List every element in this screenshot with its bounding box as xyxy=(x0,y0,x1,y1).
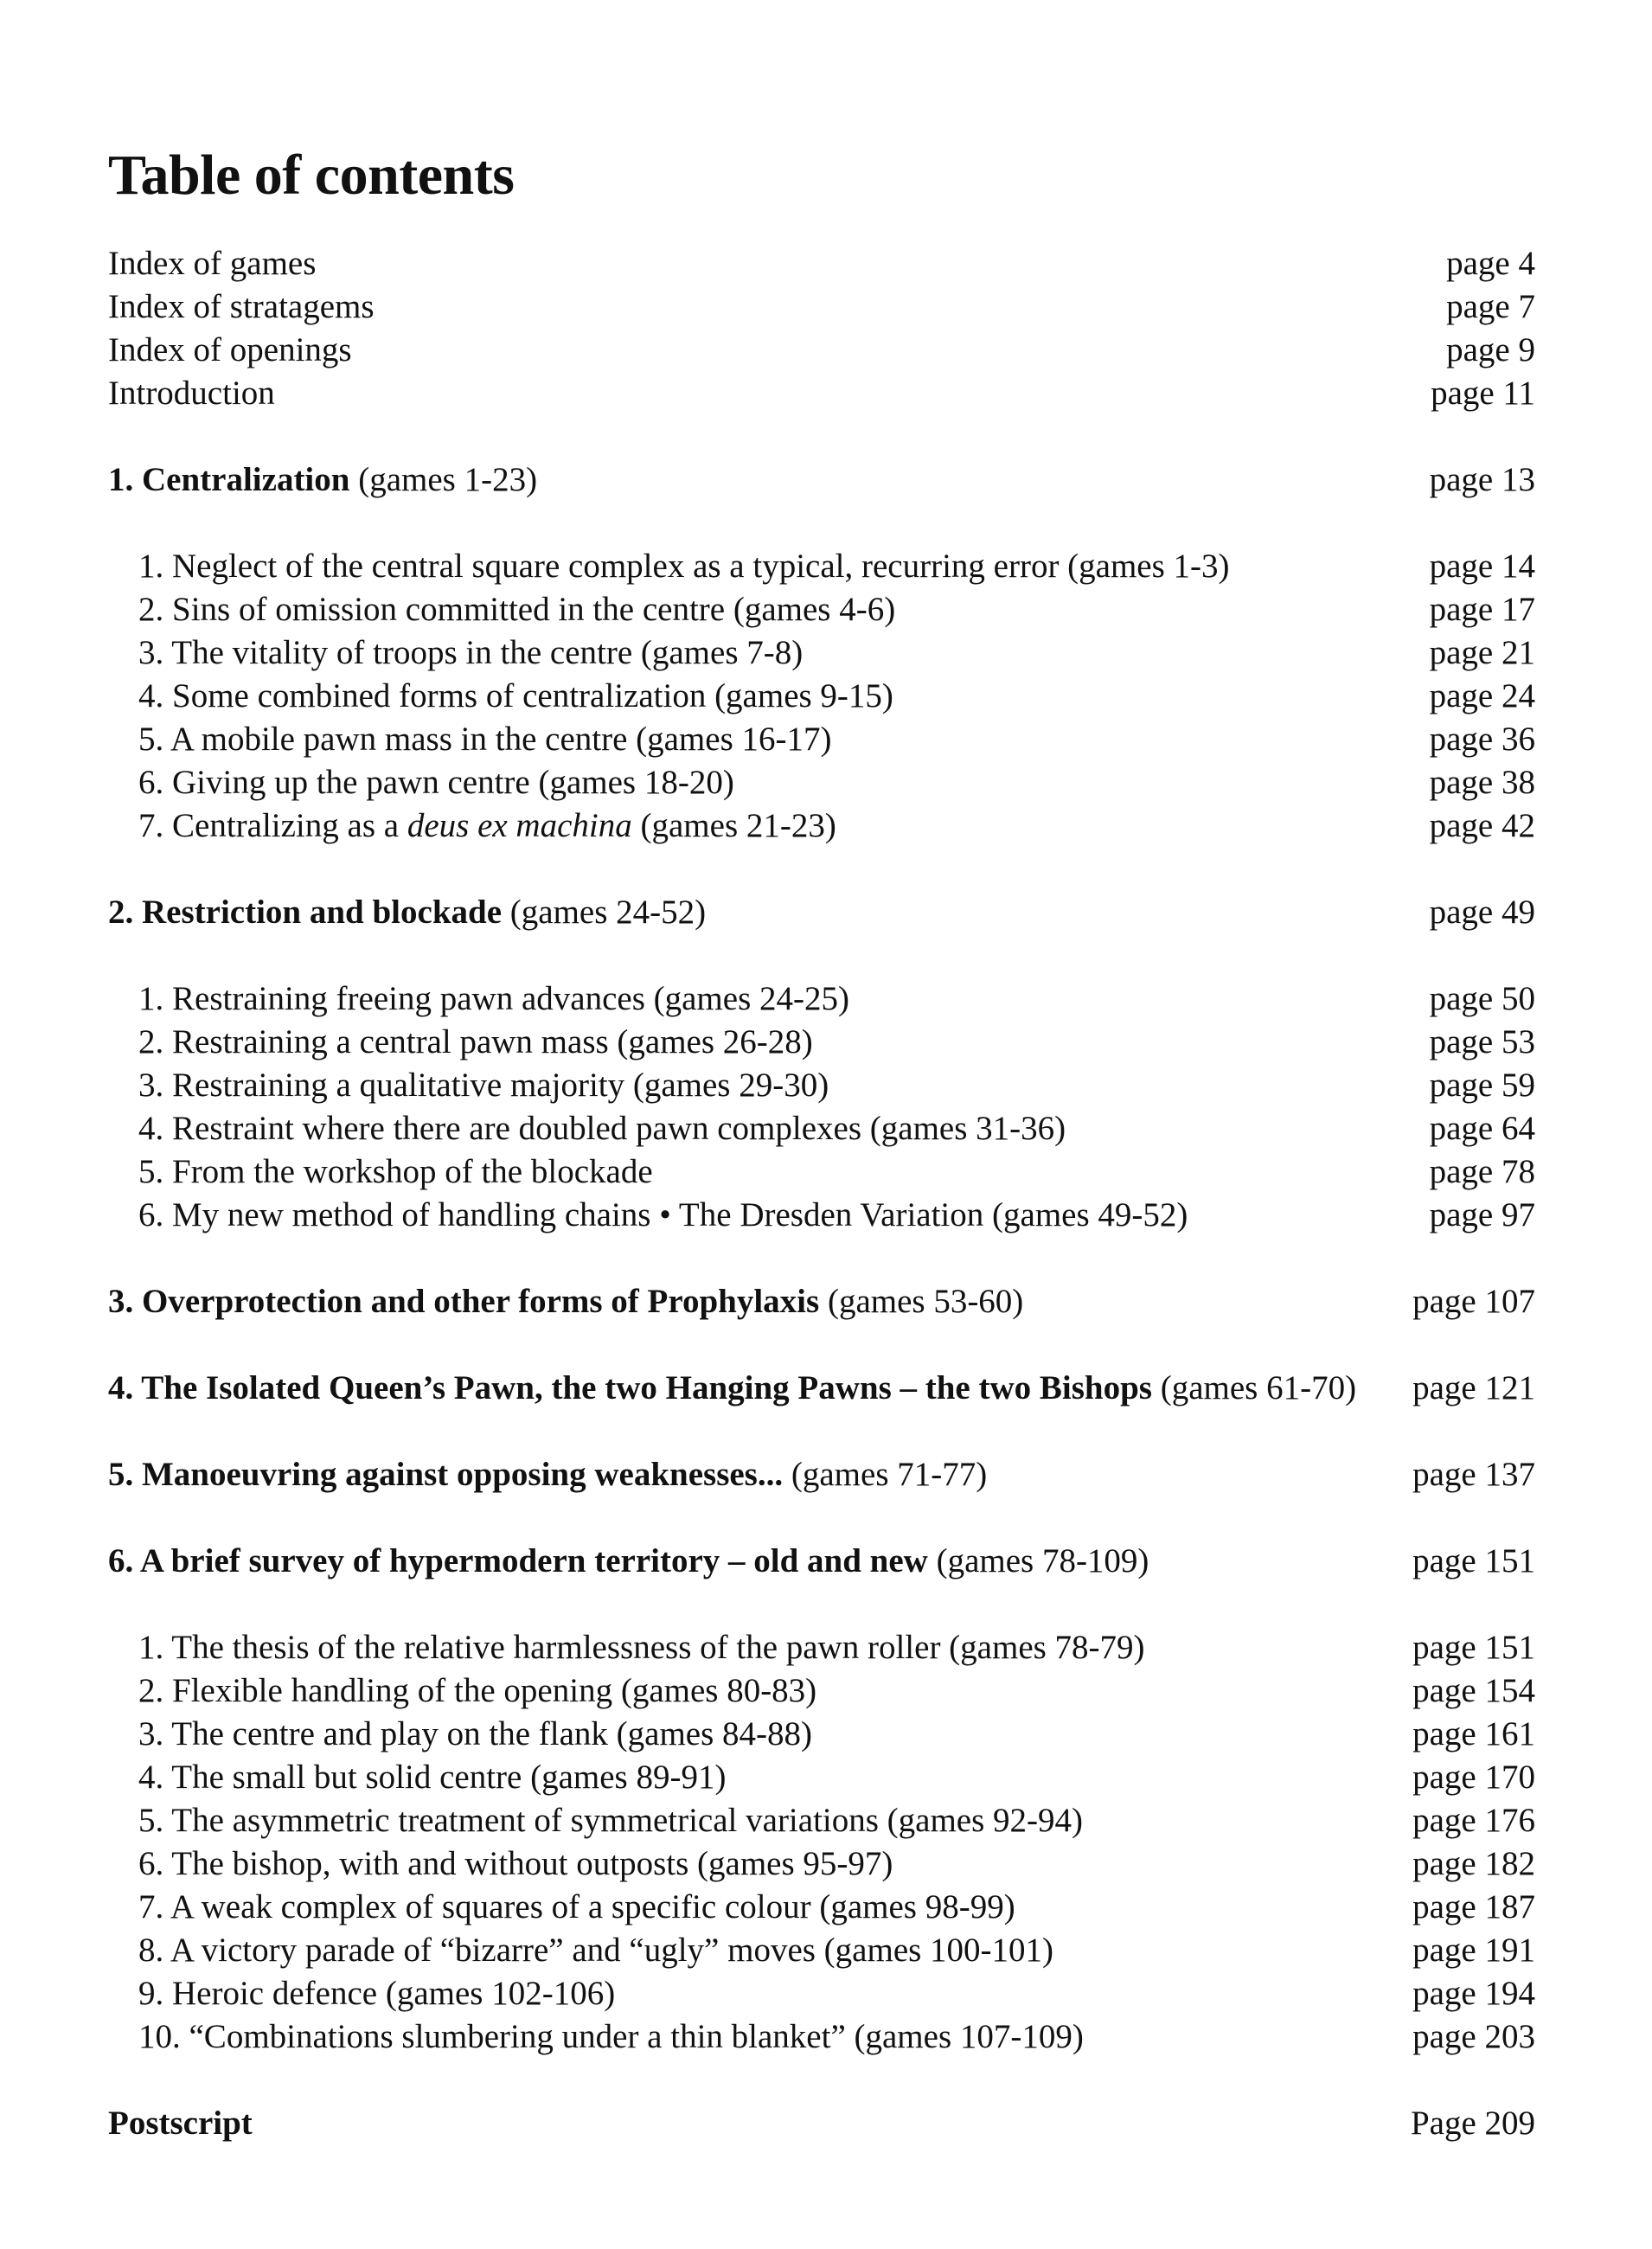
page-number: page 194 xyxy=(1412,1975,1535,2012)
section-title: 5. A mobile pawn mass in the centre (games 16-17) xyxy=(138,721,832,758)
italic-phrase: deus ex machina xyxy=(407,807,632,844)
chapter-games: (games 24-52) xyxy=(509,894,707,931)
page-number: page 107 xyxy=(1412,1283,1535,1320)
toc-section[interactable] xyxy=(138,1669,1535,1713)
page-number: page 21 xyxy=(1429,634,1535,671)
chapter-games: (games 53-60) xyxy=(827,1283,1024,1320)
toc-section[interactable] xyxy=(138,588,1535,631)
section-title: 1. Restraining freeing pawn advances (games 24-25) xyxy=(138,980,849,1017)
toc-chapter-6[interactable] xyxy=(108,1540,1535,1583)
page-number: page 64 xyxy=(1429,1110,1535,1147)
page-number: page 49 xyxy=(1429,894,1535,931)
page-number: page 151 xyxy=(1412,1542,1535,1579)
section-title: 3. The centre and play on the flank (games 84-88) xyxy=(138,1715,813,1752)
page-title: Table of contents xyxy=(108,144,515,207)
page-number: page 50 xyxy=(1429,980,1535,1017)
section-title: 2. Sins of omission committed in the centre (games 4-6) xyxy=(138,591,896,628)
page-number: page 36 xyxy=(1429,721,1535,758)
page-number: page 53 xyxy=(1429,1023,1535,1060)
entry-title: Index of stratagems xyxy=(108,288,375,325)
page-number: page 7 xyxy=(1446,288,1535,325)
section-title: 1. Neglect of the central square complex as a typical, recurring error (games 1-3) xyxy=(138,548,1230,585)
page-number: page 24 xyxy=(1429,677,1535,714)
page-number: page 203 xyxy=(1412,2018,1535,2055)
section-title: 3. The vitality of troops in the centre (games 7-8) xyxy=(138,634,804,671)
toc-section[interactable] xyxy=(138,1929,1535,1972)
toc-section[interactable] xyxy=(138,1194,1535,1237)
section-title: 6. Giving up the pawn centre (games 18-20) xyxy=(138,764,734,801)
toc-chapter-1[interactable] xyxy=(108,458,1535,502)
page-number: page 176 xyxy=(1412,1802,1535,1839)
chapter-games: (games 61-70) xyxy=(1160,1369,1357,1406)
page-number: page 11 xyxy=(1431,375,1535,412)
page-number: page 9 xyxy=(1446,331,1535,368)
chapter-games: (games 78-109) xyxy=(936,1542,1149,1579)
page-number: page 187 xyxy=(1412,1888,1535,1925)
section-title: 2. Restraining a central pawn mass (games 26-28) xyxy=(138,1023,813,1060)
toc-section[interactable] xyxy=(138,1713,1535,1756)
toc-section[interactable] xyxy=(138,1021,1535,1064)
toc-section[interactable] xyxy=(138,977,1535,1021)
page-number: page 42 xyxy=(1429,807,1535,844)
toc-section[interactable] xyxy=(138,1107,1535,1150)
entry-title: Introduction xyxy=(108,375,275,412)
entry-title: Index of games xyxy=(108,245,317,282)
page-number: page 154 xyxy=(1412,1672,1535,1709)
section-title: 4. Restraint where there are doubled pawn complexes (games 31-36) xyxy=(138,1110,1066,1147)
toc-entry-introduction[interactable] xyxy=(108,372,1535,415)
toc-section[interactable] xyxy=(138,1756,1535,1799)
section-title: 6. The bishop, with and without outposts (games 95-97) xyxy=(138,1845,893,1882)
section-title: 1. The thesis of the relative harmlessness of the pawn roller (games 78-79) xyxy=(138,1629,1145,1666)
page-number: page 191 xyxy=(1412,1932,1535,1969)
toc-section[interactable] xyxy=(138,1886,1535,1929)
chapter-title: 2. Restriction and blockade xyxy=(108,894,503,931)
page-number: page 137 xyxy=(1412,1456,1535,1493)
entry-title: Index of openings xyxy=(108,331,352,368)
toc-section[interactable] xyxy=(138,1064,1535,1107)
section-title: 8. A victory parade of “bizarre” and “ugly” moves (games 100-101) xyxy=(138,1932,1054,1969)
toc-chapter-3[interactable] xyxy=(108,1280,1535,1323)
chapter-games: (games 1-23) xyxy=(358,461,538,498)
section-title: 3. Restraining a qualitative majority (games 29-30) xyxy=(138,1067,829,1104)
section-title: 10. “Combinations slumbering under a thin blanket” (games 107-109) xyxy=(138,2018,1084,2055)
toc-entry-index-of-openings[interactable] xyxy=(108,329,1535,372)
toc-chapter-4[interactable] xyxy=(108,1367,1535,1410)
chapter-title: 3. Overprotection and other forms of Prophylaxis xyxy=(108,1283,820,1320)
toc-section[interactable] xyxy=(138,1972,1535,2015)
toc-section[interactable] xyxy=(138,761,1535,804)
chapter-title: 5. Manoeuvring against opposing weaknesses... xyxy=(108,1456,784,1493)
page-number: page 78 xyxy=(1429,1153,1535,1190)
page-number: page 13 xyxy=(1429,461,1535,498)
page-number: page 121 xyxy=(1412,1369,1535,1406)
section-title: 7. A weak complex of squares of a specific colour (games 98-99) xyxy=(138,1888,1015,1925)
toc-section[interactable] xyxy=(138,2015,1535,2059)
page-number: page 59 xyxy=(1429,1067,1535,1104)
section-title: 4. The small but solid centre (games 89-91) xyxy=(138,1759,727,1796)
page-number: page 4 xyxy=(1446,245,1535,282)
chapter-games: (games 71-77) xyxy=(791,1456,988,1493)
page-number: page 38 xyxy=(1429,764,1535,801)
toc-section[interactable] xyxy=(138,1842,1535,1886)
toc-entry-index-of-games[interactable] xyxy=(108,242,1535,285)
chapter-title: 4. The Isolated Queen’s Pawn, the two Hanging Pawns – the two Bishops xyxy=(108,1369,1152,1406)
toc-section[interactable] xyxy=(138,1799,1535,1842)
toc-section[interactable] xyxy=(138,1626,1535,1669)
page-number: page 14 xyxy=(1429,548,1535,585)
chapter-title: Postscript xyxy=(108,2105,253,2142)
toc-chapter-5[interactable] xyxy=(108,1453,1535,1496)
toc-section[interactable] xyxy=(138,718,1535,761)
toc-postscript[interactable] xyxy=(108,2102,1535,2145)
toc-entry-index-of-stratagems[interactable] xyxy=(108,285,1535,329)
page-number: Page 209 xyxy=(1410,2105,1535,2142)
section-title: 4. Some combined forms of centralization (games 9-15) xyxy=(138,677,893,714)
page-number: page 182 xyxy=(1412,1845,1535,1882)
page-number: page 170 xyxy=(1412,1759,1535,1796)
toc-section[interactable] xyxy=(138,1150,1535,1194)
section-title: 9. Heroic defence (games 102-106) xyxy=(138,1975,616,2012)
toc-section[interactable] xyxy=(138,631,1535,675)
section-title: 7. Centralizing as a deus ex machina (games 21-23) xyxy=(138,807,836,844)
toc-section[interactable] xyxy=(138,545,1535,588)
section-title: 5. The asymmetric treatment of symmetrical variations (games 92-94) xyxy=(138,1802,1084,1839)
page-number: page 97 xyxy=(1429,1196,1535,1233)
page-number: page 151 xyxy=(1412,1629,1535,1666)
toc-section[interactable] xyxy=(138,804,1535,848)
toc-chapter-2[interactable] xyxy=(108,891,1535,934)
toc-section[interactable] xyxy=(138,675,1535,718)
chapter-title: 6. A brief survey of hypermodern territory – old and new xyxy=(108,1542,928,1579)
page-number: page 161 xyxy=(1412,1715,1535,1752)
page-number: page 17 xyxy=(1429,591,1535,628)
section-title: 5. From the workshop of the blockade xyxy=(138,1153,653,1190)
section-title: 2. Flexible handling of the opening (games 80-83) xyxy=(138,1672,817,1709)
section-title: 6. My new method of handling chains • The Dresden Variation (games 49-52) xyxy=(138,1196,1188,1233)
chapter-title: 1. Centralization xyxy=(108,461,350,498)
